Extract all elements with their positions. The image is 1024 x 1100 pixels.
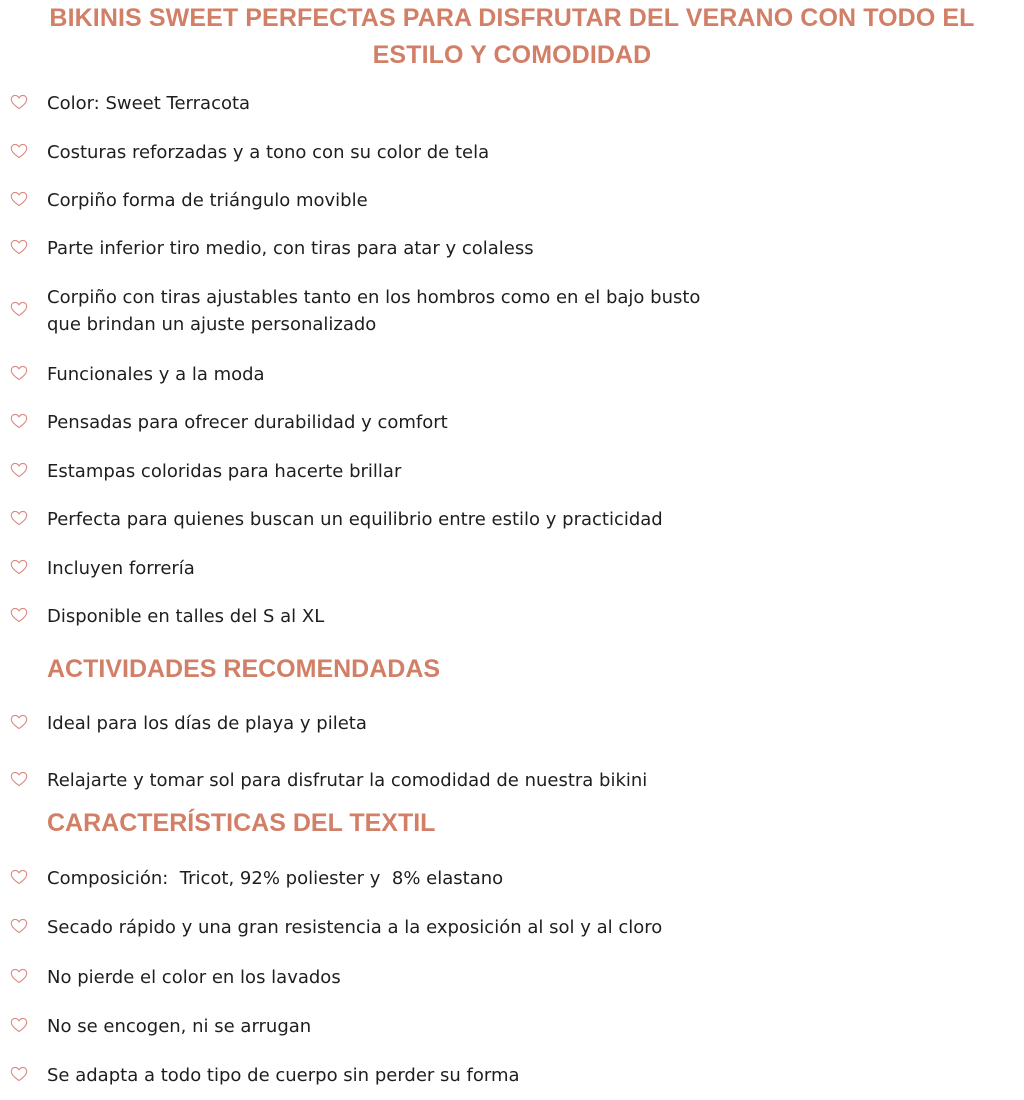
heart-outline-icon (10, 1017, 28, 1033)
feature-text: Perfecta para quienes buscan un equilibrio entre estilo y practicidad (47, 509, 663, 530)
activities-heading: ACTIVIDADES RECOMENDADAS (47, 655, 441, 683)
heart-outline-icon (10, 771, 28, 787)
heart-outline-icon (10, 94, 28, 110)
heart-outline-icon (10, 301, 28, 317)
title-line-1: BIKINIS SWEET PERFECTAS PARA DISFRUTAR DEL VERANO CON TODO EL (49, 4, 975, 32)
feature-text: Disponible en talles del S al XL (47, 606, 325, 627)
feature-text: Corpiño forma de triángulo movible (47, 190, 368, 211)
heart-outline-icon (10, 143, 28, 159)
heart-outline-icon (10, 918, 28, 934)
textile-text: Composición: Tricot, 92% poliester y 8% elastano (47, 868, 504, 889)
textile-text: Secado rápido y una gran resistencia a la exposición al sol y al cloro (47, 917, 663, 938)
heart-outline-icon (10, 607, 28, 623)
heart-outline-icon (10, 968, 28, 984)
feature-text: Costuras reforzadas y a tono con su color de tela (47, 142, 490, 163)
heart-outline-icon (10, 239, 28, 255)
feature-text: Corpiño con tiras ajustables tanto en los hombros como en el bajo busto que brindan un ajuste personalizado (47, 287, 701, 335)
heart-outline-icon (10, 869, 28, 885)
textile-text: Se adapta a todo tipo de cuerpo sin perder su forma (47, 1065, 520, 1086)
feature-text: Parte inferior tiro medio, con tiras para atar y colaless (47, 238, 534, 259)
heart-outline-icon (10, 559, 28, 575)
title-line-2: ESTILO Y COMODIDAD (372, 41, 652, 69)
activity-text: Ideal para los días de playa y pileta (47, 713, 367, 734)
heart-outline-icon (10, 413, 28, 429)
feature-text: Color: Sweet Terracota (47, 93, 251, 114)
textile-text: No pierde el color en los lavados (47, 967, 341, 988)
feature-text: Pensadas para ofrecer durabilidad y comfort (47, 412, 448, 433)
activity-text: Relajarte y tomar sol para disfrutar la comodidad de nuestra bikini (47, 770, 648, 791)
textile-heading: CARACTERÍSTICAS DEL TEXTIL (47, 809, 436, 837)
heart-outline-icon (10, 714, 28, 730)
textile-text: No se encogen, ni se arrugan (47, 1016, 312, 1037)
heart-outline-icon (10, 191, 28, 207)
heart-outline-icon (10, 1066, 28, 1082)
feature-text: Estampas coloridas para hacerte brillar (47, 461, 402, 482)
heart-outline-icon (10, 462, 28, 478)
feature-text: Incluyen forrería (47, 558, 195, 579)
heart-outline-icon (10, 510, 28, 526)
page-title (20, 0, 1004, 74)
heart-outline-icon (10, 365, 28, 381)
feature-text: Funcionales y a la moda (47, 364, 265, 385)
